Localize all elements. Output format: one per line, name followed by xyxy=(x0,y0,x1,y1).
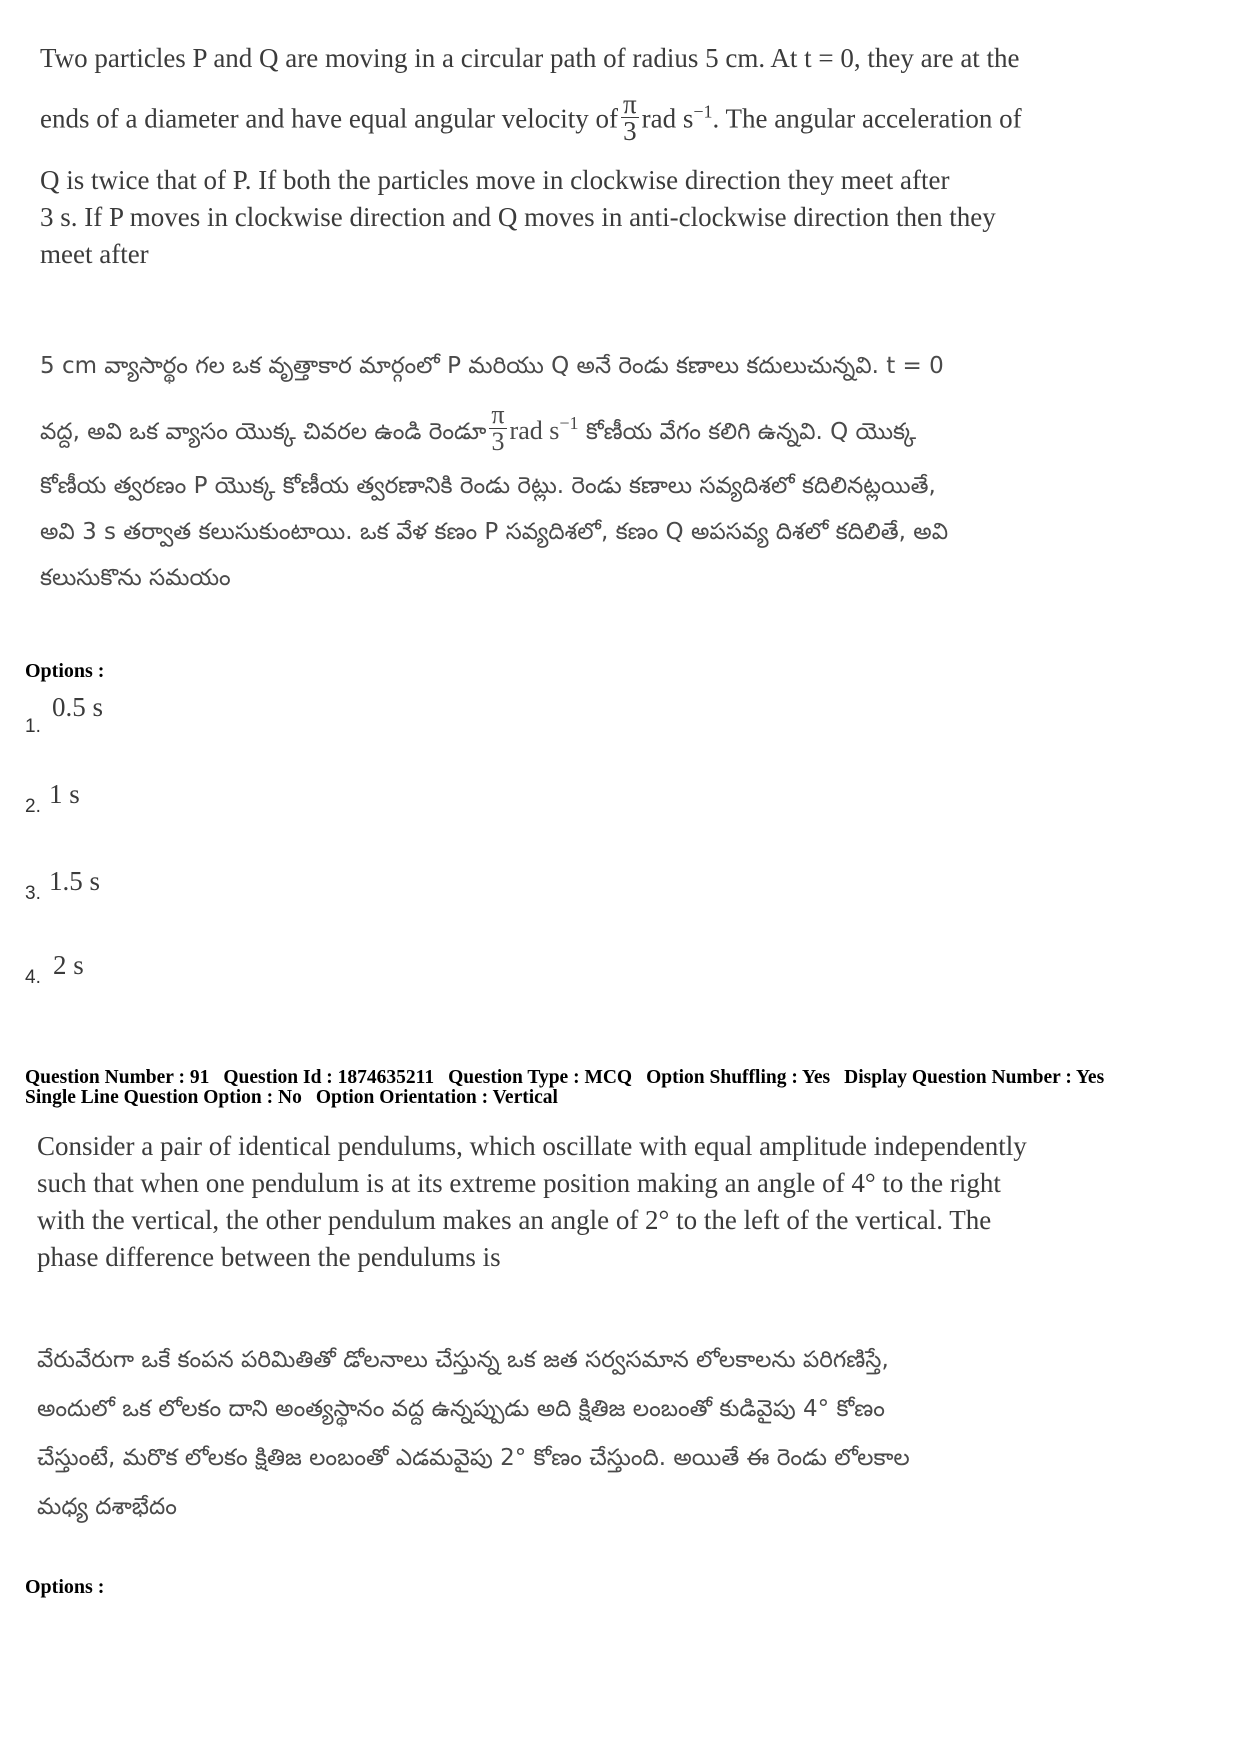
q91-meta-line1 xyxy=(25,1068,1118,1088)
pi-over-3-fraction-telugu xyxy=(489,402,506,455)
fraction-numerator: π xyxy=(623,89,637,119)
fraction-denominator: 3 xyxy=(491,427,505,456)
q90-te-line2-b: rad s xyxy=(509,416,560,445)
single-line-question-option: Single Line Question Option : No xyxy=(25,1087,302,1108)
q90-te-line2-a: వద్ద, అవి ఒక వ్యాసం యొక్క చివరల ఉండి రెండూ xyxy=(40,419,487,445)
q91-en-line3: with the vertical, the other pendulum makes an angle of 2° to the left of the vertical. The xyxy=(37,1205,992,1235)
option-text: 1 s xyxy=(49,779,80,809)
q90-te-line2-c: కోణీయ వేగం కలిగి ఉన్నవి. Q యొక్క xyxy=(578,419,917,445)
q90-en-line2-c: . The angular acceleration of xyxy=(712,103,1022,134)
pi-over-3-fraction xyxy=(621,91,639,144)
q91-en-line2: such that when one pendulum is at its extreme position making an angle of 4° to the right xyxy=(37,1168,1001,1198)
q90-te-line5: కలుసుకొను సమయం xyxy=(40,565,231,591)
option-shuffling: Option Shuffling : Yes xyxy=(646,1067,831,1088)
q91-meta-header xyxy=(25,1068,1118,1108)
option-text: 0.5 s xyxy=(52,692,104,722)
q90-te-exponent: −1 xyxy=(559,413,579,433)
q91-te-line4: మధ్య దశాభేదం xyxy=(37,1494,177,1520)
option-number: 2. xyxy=(25,796,41,817)
q91-te-line2: అందులో ఒక లోలకం దాని అంత్యస్థానం వద్ద ఉన్నప్పుడు అది క్షితిజ లంబంతో కుడివైపు 4° కోణం xyxy=(37,1396,885,1422)
q91-te-line3: చేస్తుంటే, మరొక లోలకం క్షితిజ లంబంతో ఎడమవైపు 2° కోణం చేస్తుంది. అయితే ఈ రెండు లోలకాల xyxy=(37,1445,910,1471)
q90-en-line2 xyxy=(40,89,1126,148)
q90-en-line4: 3 s. If P moves in clockwise direction and Q moves in anti-clockwise direction then they xyxy=(40,202,996,232)
q91-english-text xyxy=(37,1128,1137,1276)
q90-te-line1: 5 cm వ్యాసార్థం గల ఒక వృత్తాకార మార్గంలో P మరియు Q అనే రెండు కణాలు కదులుచున్నవి. t = 0 xyxy=(40,353,944,379)
q90-option-3[interactable] xyxy=(25,866,325,916)
q90-telugu-text xyxy=(40,346,1130,601)
option-number: 3. xyxy=(25,883,41,904)
q90-option-4[interactable] xyxy=(25,950,325,1000)
q91-te-line1: వేరువేరుగా ఒకే కంపన పరిమితితో డోలనాలు చేస్తున్న ఒక జత సర్వసమాన లోలకాలను పరిగణిస్తే, xyxy=(37,1347,889,1373)
display-question-number: Display Question Number : Yes xyxy=(844,1067,1105,1088)
fraction-numerator: π xyxy=(491,400,505,429)
fraction-denominator: 3 xyxy=(623,116,637,146)
q90-en-line5: meet after xyxy=(40,239,149,269)
q90-te-line2 xyxy=(40,400,1130,459)
q90-en-line2-a: ends of a diameter and have equal angular velocity of xyxy=(40,103,619,134)
question-type: Question Type : MCQ xyxy=(448,1067,633,1088)
q91-en-line1: Consider a pair of identical pendulums, which oscillate with equal amplitude independently xyxy=(37,1131,1027,1161)
q91-options-label: Options : xyxy=(25,1576,105,1598)
q90-te-line4: అవి 3 s తర్వాత కలుసుకుంటాయి. ఒక వేళ కణం P సవ్యదిశలో, కణం Q అపసవ్య దిశలో కదిలితే, అవి xyxy=(40,519,949,545)
option-number: 1. xyxy=(25,716,41,737)
q91-meta-line2 xyxy=(25,1088,1118,1108)
option-text: 1.5 s xyxy=(49,866,101,896)
q90-te-line3: కోణీయ త్వరణం P యొక్క కోణీయ త్వరణానికి రెండు రెట్లు. రెండు కణాలు సవ్యదిశలో కదిలినట్లయితే, xyxy=(40,473,936,499)
option-orientation: Option Orientation : Vertical xyxy=(315,1087,558,1108)
q91-telugu-text xyxy=(37,1336,1137,1532)
question-number: Question Number : 91 xyxy=(25,1067,210,1088)
question-id: Question Id : 1874635211 xyxy=(223,1067,435,1088)
option-text: 2 s xyxy=(53,950,84,980)
q90-en-exponent: −1 xyxy=(693,101,713,122)
option-number: 4. xyxy=(25,967,41,988)
q90-english-text xyxy=(40,40,1126,273)
q90-option-1[interactable] xyxy=(25,692,325,742)
q90-options-label: Options : xyxy=(25,660,105,682)
q90-option-2[interactable] xyxy=(25,779,325,829)
q90-en-line3: Q is twice that of P. If both the particles move in clockwise direction they meet after xyxy=(40,165,950,195)
q90-en-line1: Two particles P and Q are moving in a circular path of radius 5 cm. At t = 0, they are at the xyxy=(40,43,1020,73)
q91-en-line4: phase difference between the pendulums is xyxy=(37,1242,501,1272)
q90-en-line2-b: rad s xyxy=(641,103,694,134)
